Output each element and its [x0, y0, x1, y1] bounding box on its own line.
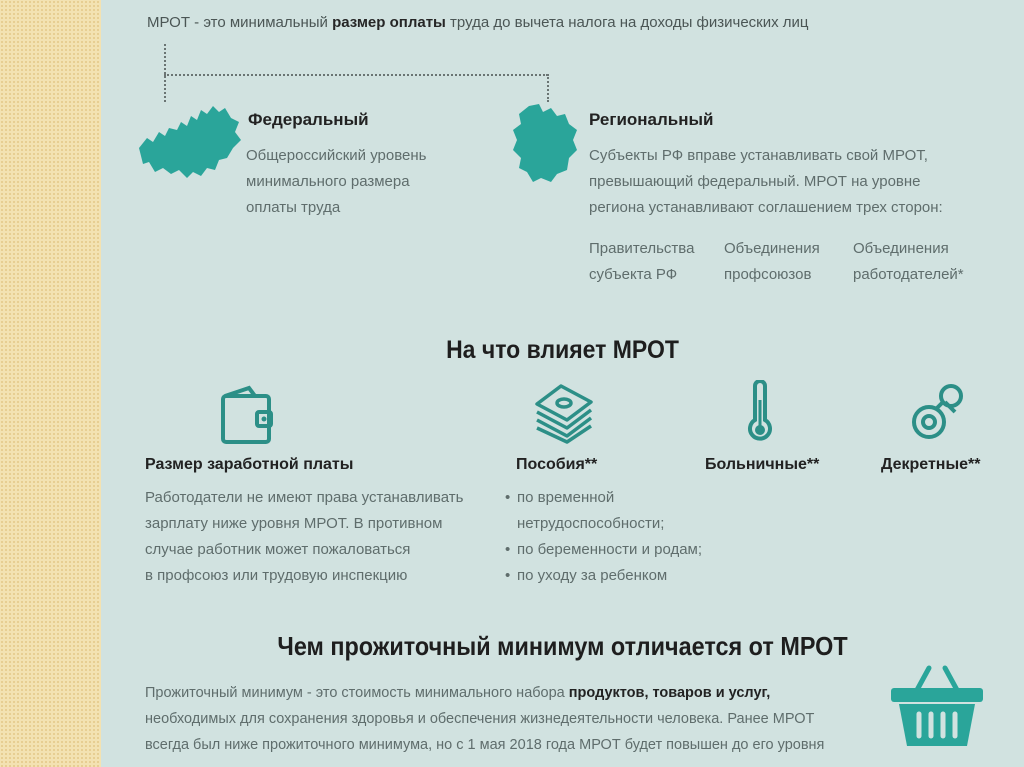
party-government-line-2: субъекта РФ: [589, 266, 678, 283]
region-map-icon: [509, 100, 581, 184]
regional-description: [589, 143, 943, 221]
regional-line-1: Субъекты РФ вправе устанавливать свой МРОТ,: [589, 147, 928, 164]
maternity-title: Декретные**: [881, 456, 981, 473]
sick-leave-title: Больничные**: [705, 456, 820, 473]
difference-description: [145, 680, 824, 758]
salary-line-1: Работодатели не имеют права устанавливать: [145, 489, 464, 506]
federal-description: [246, 143, 426, 221]
difference-line-1: [145, 680, 824, 706]
federal-line-3: оплаты труда: [246, 199, 341, 216]
federal-line-2: минимального размера: [246, 173, 410, 190]
intro-prefix: МРОТ - это минимальный: [147, 14, 333, 31]
benefit-item: [505, 563, 702, 589]
party-government-line-1: Правительства: [589, 240, 695, 257]
thermometer-icon: [746, 380, 774, 446]
regional-title: Региональный: [589, 110, 714, 129]
wallet-icon: [219, 384, 275, 446]
pacifier-icon: [907, 382, 967, 444]
federal-line-1: Общероссийский уровень: [246, 147, 427, 164]
dotted-connector-horizontal: [164, 74, 548, 76]
benefit-item-1-line-2: нетрудоспособности;: [517, 515, 665, 532]
regional-line-2: превышающий федеральный. МРОТ на уровне: [589, 173, 921, 190]
salary-line-2: зарплату ниже уровня МРОТ. В противном: [145, 515, 443, 532]
intro-bold: размер оплаты: [332, 14, 446, 31]
party-unions-line-1: Объединения: [724, 240, 820, 257]
dotted-connector-right: [547, 74, 549, 102]
benefits-title: Пособия**: [516, 456, 598, 473]
party-unions-line-2: профсоюзов: [724, 266, 812, 283]
dotted-connector-left: [164, 44, 166, 102]
benefit-item: [505, 485, 702, 537]
benefit-item-2-line-1: • по беременности и родам;: [517, 541, 703, 558]
federal-title: Федеральный: [248, 110, 369, 129]
benefit-item-3-line-1: • по уходу за ребенком: [517, 567, 668, 584]
influence-title: На что влияет МРОТ: [446, 336, 679, 364]
money-stack-icon: [533, 382, 597, 444]
intro-text: [147, 14, 809, 31]
difference-line-1-prefix: Прожиточный минимум - это стоимость минимального набора: [145, 685, 569, 701]
party-employers-line-1: Объединения: [853, 240, 949, 257]
difference-line-1-bold: продуктов, товаров и услуг,: [568, 685, 771, 701]
party-employers-line-2: работодателей*: [853, 266, 964, 283]
salary-description: [145, 485, 463, 589]
decorative-side-strip: [0, 0, 101, 767]
regional-party-employers: [853, 236, 964, 288]
benefit-item: [505, 537, 702, 563]
salary-line-3: случае работник может пожаловаться: [145, 541, 411, 558]
salary-line-4: в профсоюз или трудовую инспекцию: [145, 567, 408, 584]
difference-title: Чем прожиточный минимум отличается от МРОТ: [277, 631, 848, 661]
benefits-list: [505, 485, 702, 589]
salary-title: Размер заработной платы: [145, 456, 354, 473]
difference-line-3: всегда был ниже прожиточного минимума, но с 1 мая 2018 года МРОТ будет повышен до его уровня: [145, 737, 825, 753]
difference-line-2: необходимых для сохранения здоровья и обеспечения жизнедеятельности человека. Ранее МРОТ: [145, 711, 815, 727]
benefit-item-1-line-1: • по временной: [517, 489, 615, 506]
russia-map-icon: [135, 98, 245, 184]
slide: [101, 0, 1024, 767]
regional-party-unions: [724, 236, 820, 288]
basket-icon: [889, 660, 985, 750]
intro-suffix: труда до вычета налога на доходы физических лиц: [445, 14, 809, 31]
regional-line-3: региона устанавливают соглашением трех сторон:: [589, 199, 943, 216]
regional-party-government: [589, 236, 694, 288]
